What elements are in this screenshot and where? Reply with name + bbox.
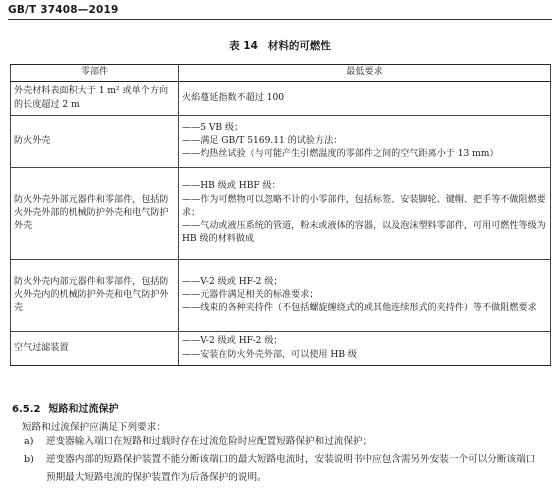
requirement-line: ——气动或液压系统的管道，粉末或液体的容器，以及泡沫塑料零部件，可用可燃性等级为 HB 级的材料做成 [182, 221, 546, 245]
column-header-part: 零部件 [11, 65, 179, 82]
part-cell [11, 332, 179, 366]
requirement-cell [179, 82, 551, 116]
table-row [11, 82, 551, 116]
section-intro: 短路和过流保护应满足下列要求： [22, 422, 166, 433]
table-row [11, 260, 551, 332]
requirement-line: ——5 VB 级； [182, 122, 244, 133]
table-row [11, 116, 551, 168]
list-item-text: 逆变器内部的短路保护装置不能分断该端口的最大短路电流时，安装说明书中应包含需另外安装一个可以分断该端口预期最大短路电流的保护装置作为后备保护的说明。 [46, 454, 536, 483]
part-cell [11, 116, 179, 168]
part-label: 空气过滤装置 [14, 342, 69, 353]
part-cell [11, 260, 179, 332]
section-title: 短路和过流保护 [48, 404, 119, 415]
requirement-line: 火焰蔓延指数不超过 100 [182, 92, 285, 103]
part-label: 外壳材料表面积大于 1 m² 或单个方向的长度超过 2 m [14, 86, 169, 110]
table-number: 表 14 [229, 40, 258, 52]
requirement-line: ——V-2 级或 HF-2 级； [182, 336, 283, 347]
part-label: 防火外壳 [14, 135, 51, 146]
requirement-cell [179, 332, 551, 366]
requirement-line: ——线束的各种夹持件（不包括螺旋缠绕式的或其他连续形式的夹持件）等不做阻燃要求 [182, 303, 537, 314]
requirement-cell [179, 116, 551, 168]
requirement-line: ——安装在防火外壳外部，可以使用 HB 级 [182, 349, 357, 360]
table-caption [0, 38, 560, 53]
section-heading [12, 400, 118, 415]
requirement-line: ——V-2 级或 HF-2 级； [182, 276, 283, 287]
requirement-cell [179, 168, 551, 260]
table-row [11, 332, 551, 366]
flammability-table [10, 64, 551, 366]
table-title: 材料的可燃性 [267, 40, 331, 52]
list-marker: b) [24, 454, 34, 465]
column-header-requirement: 最低要求 [179, 65, 551, 82]
requirement-line: ——HB 级或 HBF 级： [182, 181, 281, 192]
part-cell [11, 82, 179, 116]
list-marker: a) [24, 436, 34, 447]
table-row [11, 168, 551, 260]
list-item-text: 逆变器输入端口在短路和过载时存在过流危险时应配置短路保护和过流保护； [46, 436, 373, 447]
list-item [24, 433, 544, 451]
section-number: 6.5.2 [12, 404, 41, 415]
requirement-line: ——灼热丝试验（与可能产生引燃温度的零部件之间的空气距离小于 13 mm） [182, 149, 499, 160]
part-label: 防火外壳外部元器件和零部件，包括防火外壳外部的机械防护外壳和电气防护外壳 [14, 194, 169, 232]
list-item [24, 451, 544, 486]
requirement-line: ——满足 GB/T 5169.11 的试验方法： [182, 135, 343, 146]
part-label: 防火外壳内部元器件和零部件，包括防火外壳内的机械防护外壳和电气防护外壳 [14, 276, 169, 314]
standard-code: GB/T 37408—2019 [8, 4, 119, 16]
requirement-cell [179, 260, 551, 332]
part-cell [11, 168, 179, 260]
header-divider [8, 19, 552, 20]
requirement-line: ——元器件满足相关的标准要求； [182, 289, 319, 300]
table-header-row [11, 65, 551, 82]
requirement-line: ——作为可燃物可以忽略不计的小零部件，包括标签、安装脚轮、键帽、把手等不做阻燃要求； [182, 194, 546, 218]
